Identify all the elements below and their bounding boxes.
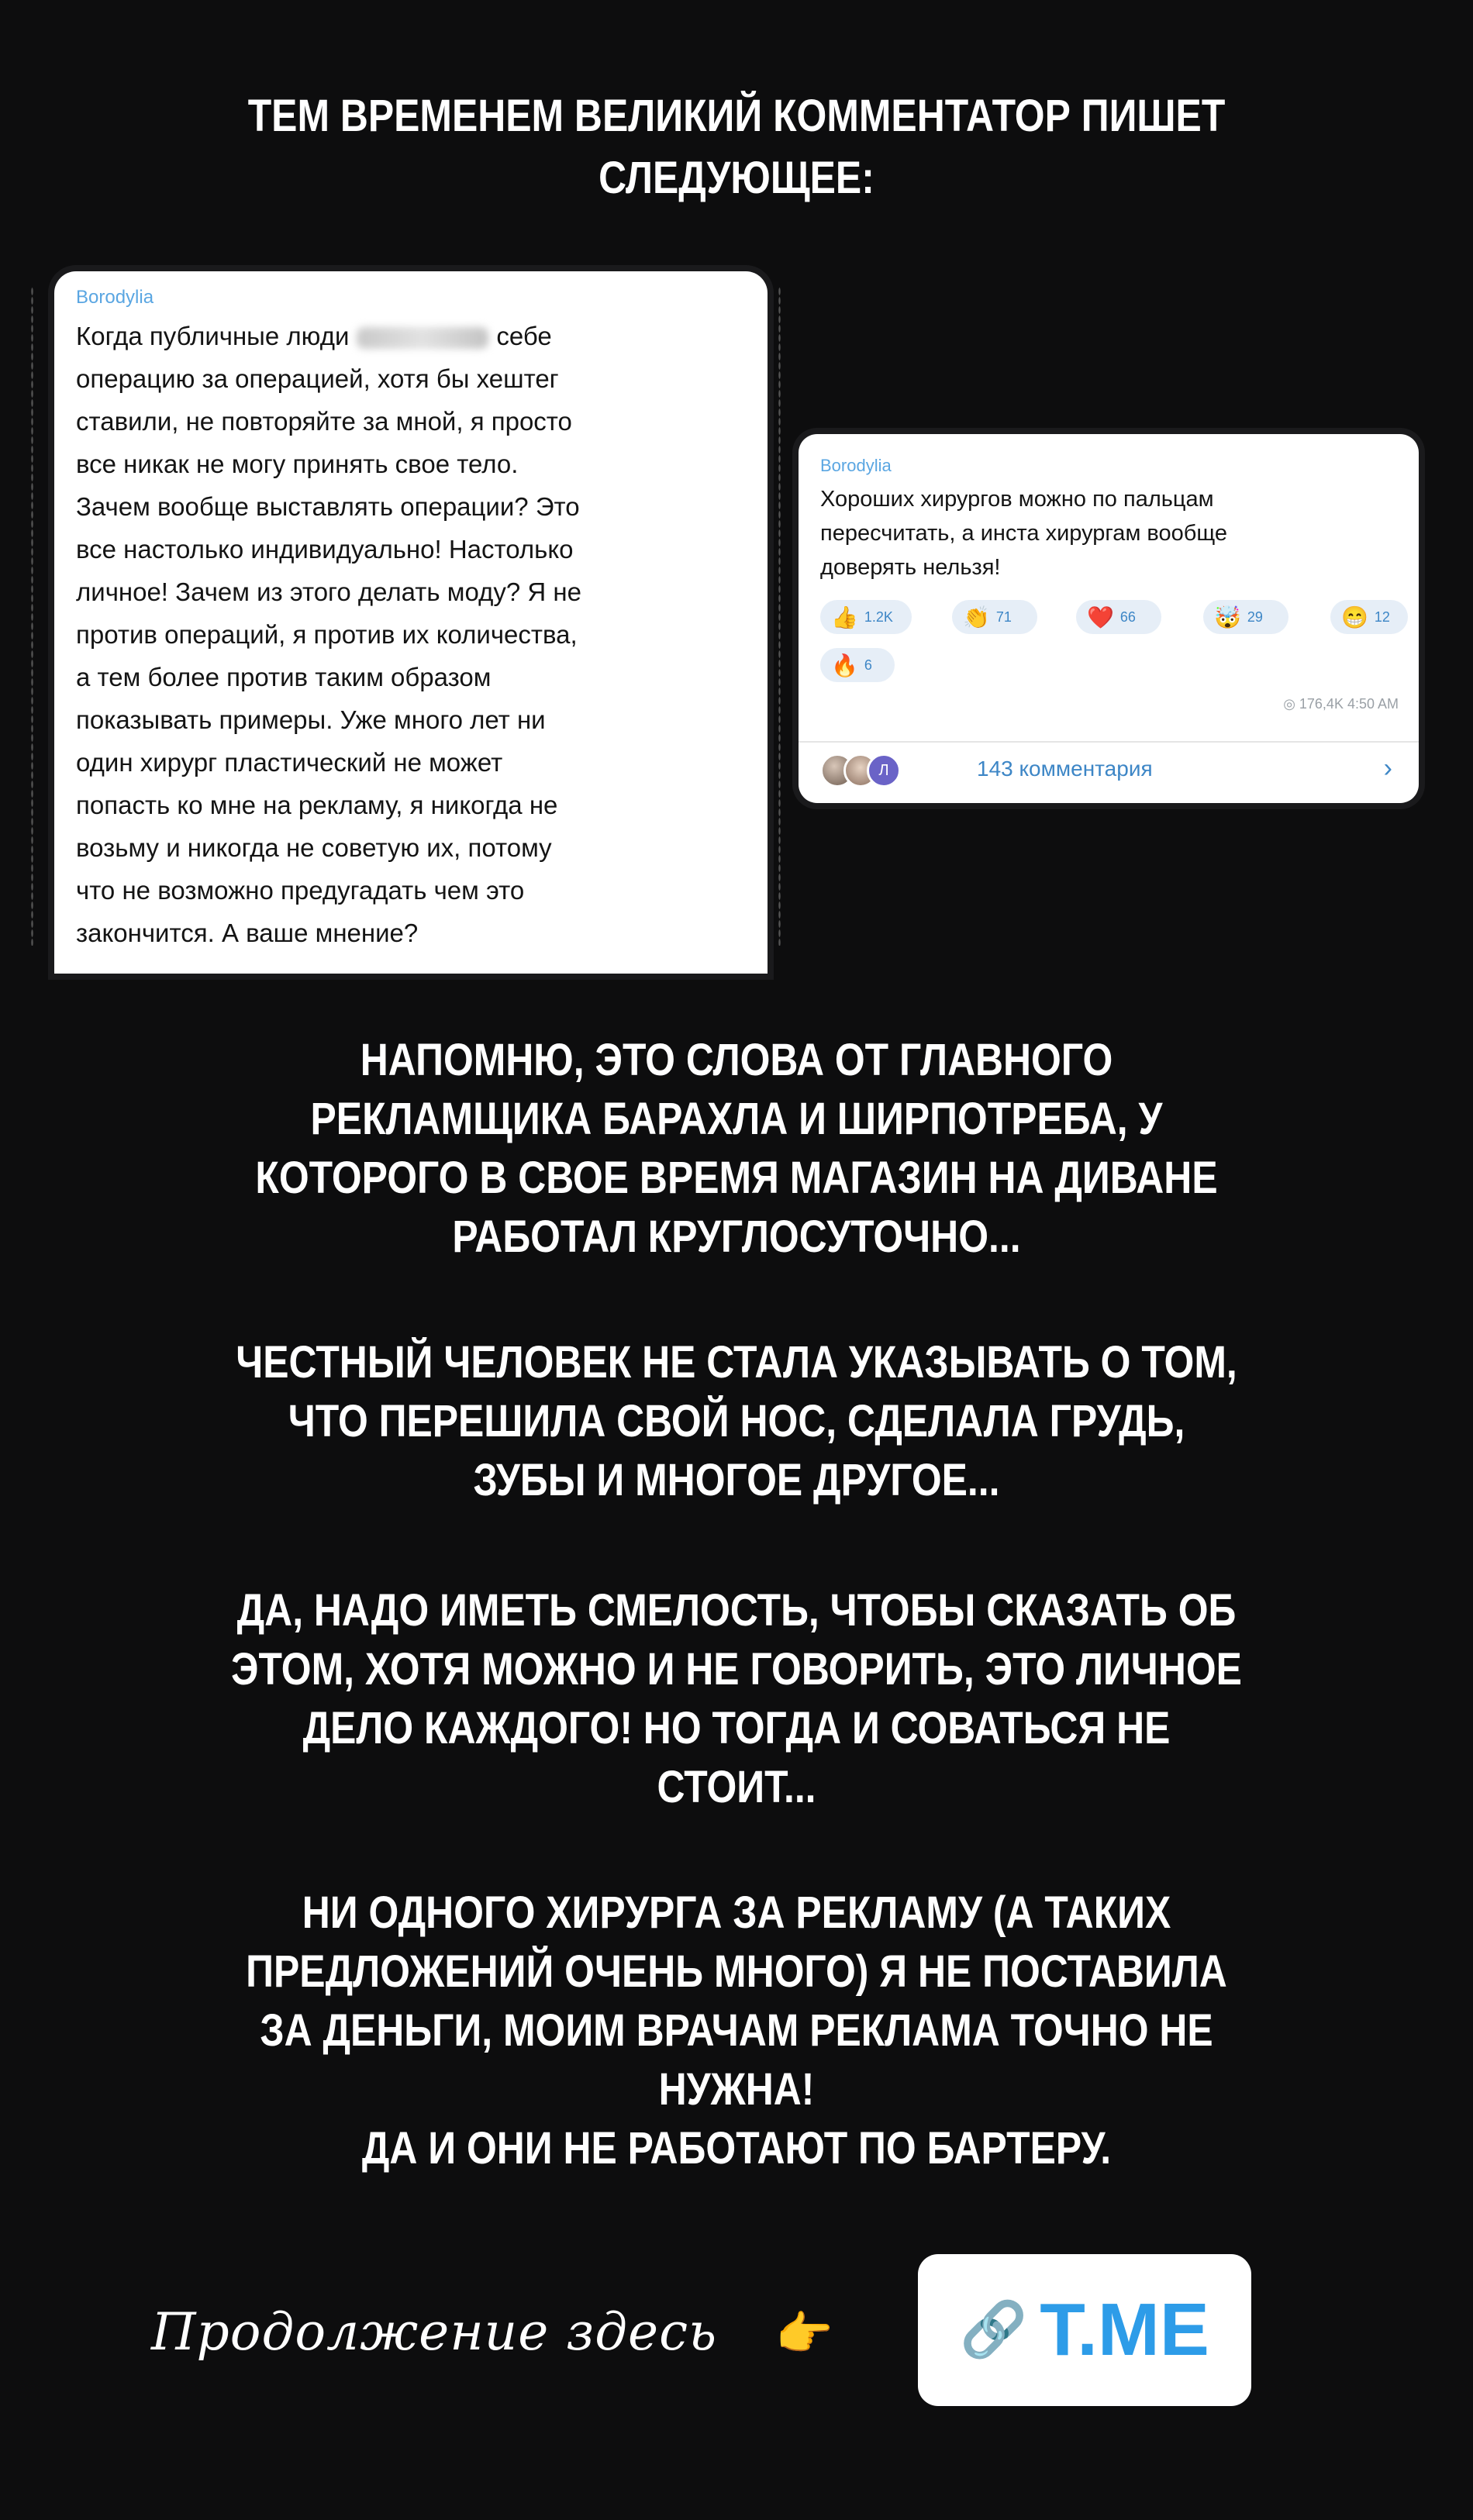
reaction-grin[interactable] xyxy=(1330,600,1408,634)
views-timestamp: ◎ 176,4K 4:50 AM xyxy=(1283,696,1399,712)
story-line: РЕКЛАМЩИКА БАРАХЛА И ШИРПОТРЕБА, У xyxy=(310,1094,1163,1144)
comment-card-left xyxy=(54,271,768,974)
story-line: КОТОРОГО В СВОЕ ВРЕМЯ МАГАЗИН НА ДИВАНЕ xyxy=(255,1153,1218,1203)
message-line-part: Когда публичные люди xyxy=(76,322,350,350)
fire-icon: 🔥 xyxy=(831,653,858,677)
story-line: ДА И ОНИ НЕ РАБОТАЮТ ПО БАРТЕРУ. xyxy=(361,2123,1112,2174)
reaction-count: 29 xyxy=(1247,608,1263,625)
message-line: один хирург пластический не может xyxy=(76,748,503,777)
message-line: закончится. А ваше мнение? xyxy=(76,919,419,947)
reaction-count: 71 xyxy=(995,608,1012,625)
message-line: показывать примеры. Уже много лет ни xyxy=(76,705,546,734)
reaction-count: 66 xyxy=(1119,608,1136,625)
message-line: возьму и никогда не советую их, потому xyxy=(76,833,552,862)
headline-line: ТЕМ ВРЕМЕНЕМ ВЕЛИКИЙ КОММЕНТАТОР ПИШЕТ xyxy=(247,91,1226,141)
comment-author: Borodylia xyxy=(820,456,892,475)
message-line: а тем более против таким образом xyxy=(76,663,492,691)
reaction-mind-blown[interactable] xyxy=(1203,600,1288,634)
story-line: ПРЕДЛОЖЕНИЙ ОЧЕНЬ МНОГО) Я НЕ ПОСТАВИЛА xyxy=(246,1946,1227,1997)
message-line: против операций, я против их количества, xyxy=(76,620,578,649)
story-line: ДА, НАДО ИМЕТЬ СМЕЛОСТЬ, ЧТОБЫ СКАЗАТЬ ОБ xyxy=(236,1585,1237,1636)
reaction-thumbs-up[interactable] xyxy=(820,600,912,634)
chevron-right-icon: › xyxy=(1383,753,1392,783)
story-line: ДЕЛО КАЖДОГО! НО ТОГДА И СОВАТЬСЯ НЕ xyxy=(302,1703,1171,1753)
headline-line: СЛЕДУЮЩЕЕ: xyxy=(599,153,874,203)
pointing-hand-icon: 👉 xyxy=(775,2308,833,2360)
message-line: все никак не могу принять свое тело. xyxy=(76,450,519,478)
message-line: все настолько индивидуально! Настолько xyxy=(76,535,574,564)
message-line-part: себе xyxy=(496,322,552,350)
dotted-divider xyxy=(778,287,781,946)
dotted-divider xyxy=(31,287,33,946)
comment-message xyxy=(820,482,1409,584)
message-line: операцию за операцией, хотя бы хештег xyxy=(76,364,559,393)
story-text-block xyxy=(183,1031,1290,1267)
message-line: Зачем вообще выставлять операции? Это xyxy=(76,492,580,521)
story-line: РАБОТАЛ КРУГЛОСУТОЧНО... xyxy=(452,1212,1021,1262)
avatar: Л xyxy=(867,753,901,788)
link-sticker-label: T.ME xyxy=(1040,2288,1209,2371)
thumbs-up-icon: 👍 xyxy=(831,605,858,629)
story-headline xyxy=(103,85,1370,209)
link-sticker-button[interactable] xyxy=(918,2254,1251,2406)
story-line: НАПОМНЮ, ЭТО СЛОВА ОТ ГЛАВНОГО xyxy=(360,1035,1113,1085)
comment-card-right xyxy=(799,434,1419,803)
reaction-clap[interactable] xyxy=(952,600,1037,634)
story-line: СТОИТ... xyxy=(657,1762,816,1812)
message-line: что не возможно предугадать чем это xyxy=(76,876,525,905)
link-icon: 🔗 xyxy=(960,2299,1028,2360)
comment-message xyxy=(76,315,758,954)
message-line xyxy=(76,315,758,357)
grin-icon: 😁 xyxy=(1341,605,1368,629)
story-text-block xyxy=(183,1581,1290,1817)
story-line: НИ ОДНОГО ХИРУРГА ЗА РЕКЛАМУ (А ТАКИХ xyxy=(302,1887,1171,1938)
blurred-word xyxy=(357,327,488,349)
heart-icon: ❤️ xyxy=(1087,605,1114,629)
message-line: личное! Зачем из этого делать моду? Я не xyxy=(76,577,581,606)
reaction-count: 1.2K xyxy=(864,608,893,625)
message-line: попасть ко мне на рекламу, я никогда не xyxy=(76,791,558,819)
story-line: ЗУБЫ И МНОГОЕ ДРУГОЕ... xyxy=(473,1455,1000,1505)
comments-count-label: 143 комментария xyxy=(977,757,1153,781)
clap-icon: 👏 xyxy=(963,605,990,629)
message-line: доверять нельзя! xyxy=(820,555,1001,580)
comment-author: Borodylia xyxy=(76,287,154,308)
mind-blown-icon: 🤯 xyxy=(1214,605,1241,629)
reaction-heart[interactable] xyxy=(1076,600,1161,634)
reaction-fire[interactable] xyxy=(820,648,895,682)
story-line: ЧЕСТНЫЙ ЧЕЛОВЕК НЕ СТАЛА УКАЗЫВАТЬ О ТОМ, xyxy=(236,1337,1237,1388)
story-line: НУЖНА! xyxy=(658,2064,815,2115)
reaction-count: 6 xyxy=(864,657,872,673)
story-line: ЭТОМ, ХОТЯ МОЖНО И НЕ ГОВОРИТЬ, ЭТО ЛИЧНОЕ xyxy=(231,1644,1242,1694)
story-text-block xyxy=(183,1884,1290,2178)
reaction-count: 12 xyxy=(1374,608,1390,625)
message-line: ставили, не повторяйте за мной, я просто xyxy=(76,407,572,436)
comments-button[interactable] xyxy=(799,741,1419,797)
story-line: ЧТО ПЕРЕШИЛА СВОЙ НОС, СДЕЛАЛА ГРУДЬ, xyxy=(288,1396,1185,1446)
story-text-block xyxy=(183,1333,1290,1510)
message-line: Хороших хирургов можно по пальцам xyxy=(820,487,1214,512)
message-line: пересчитать, а инста хирургам вообще xyxy=(820,521,1228,546)
continuation-text: Продолжение здесь xyxy=(151,2302,718,2362)
story-line: ЗА ДЕНЬГИ, МОИМ ВРАЧАМ РЕКЛАМА ТОЧНО НЕ xyxy=(260,2005,1213,2056)
